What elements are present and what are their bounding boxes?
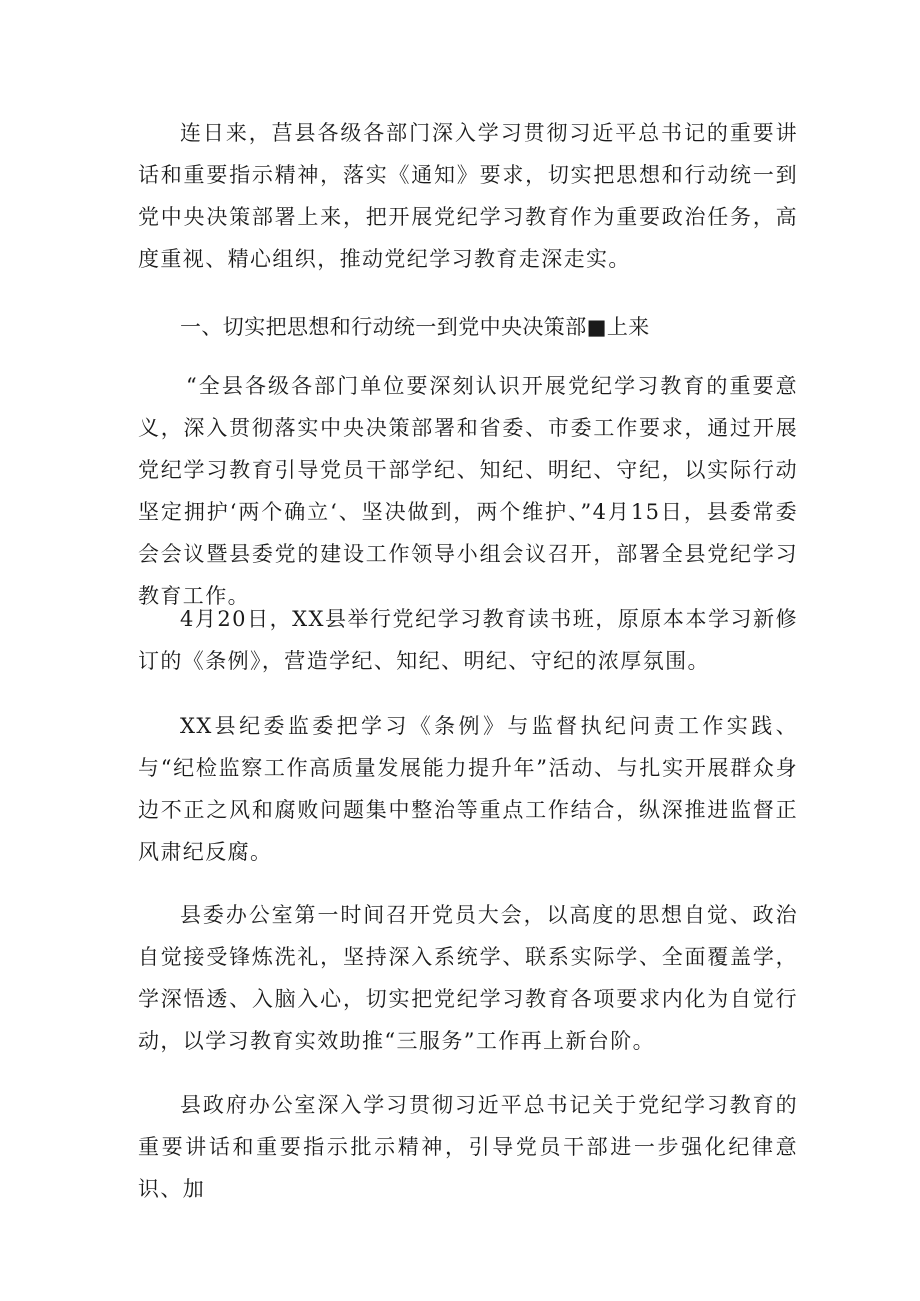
intro-paragraph: 连日来，莒县各级各部门深入学习贯彻习近平总书记的重要讲话和重要指示精神，落实《通知》要求，切实把思想和行动统一到党中央决策部署上来，把开展党纪学习教育作为重要政治任务，高度重视、精心组织，推动党纪学习教育走深走实。	[138, 121, 798, 271]
section-heading: 一、切实把思想和行动统一到党中央决策部■上来	[180, 315, 650, 339]
county-office-paragraph: 县委办公室第一时间召开党员大会，以高度的思想自觉、政治自觉接受锋炼洗礼，坚持深入系统学、联系实际学、全面覆盖学，学深悟透、入脑入心，切实把党纪学习教育各项要求内化为自觉行动，以学习教育实效助推“三服务”工作再上新台阶。	[138, 903, 798, 1053]
reading-class-paragraph: 4月20日，XX县举行党纪学习教育读书班，原原本本学习新修订的《条例》，营造学纪、知纪、明纪、守纪的浓厚氛围。	[138, 607, 798, 673]
discipline-commission-paragraph: XX县纪委监委把学习《条例》与监督执纪问责工作实践、与“纪检监察工作高质量发展能力提升年”活动、与扎实开展群众身边不正之风和腐败问题集中整治等重点工作结合，纵深推进监督正风肃纪反腐。	[138, 714, 798, 864]
quote-paragraph: “全县各级各部门单位要深刻认识开展党纪学习教育的重要意义，深入贯彻落实中央决策部署和省委、市委工作要求，通过开展党纪学习教育引导党员干部学纪、知纪、明纪、守纪，以实际行动坚定拥护‘两个确立‘、坚决做到，两个维护、”4月15日，县委常委会会议暨县委党的建设工作领导小组会议召开，部署全县党纪学习教育工作。	[138, 374, 798, 608]
government-office-paragraph: 县政府办公室深入学习贯彻习近平总书记关于党纪学习教育的重要讲话和重要指示批示精神，引导党员干部进一步强化纪律意识、加	[138, 1093, 798, 1201]
